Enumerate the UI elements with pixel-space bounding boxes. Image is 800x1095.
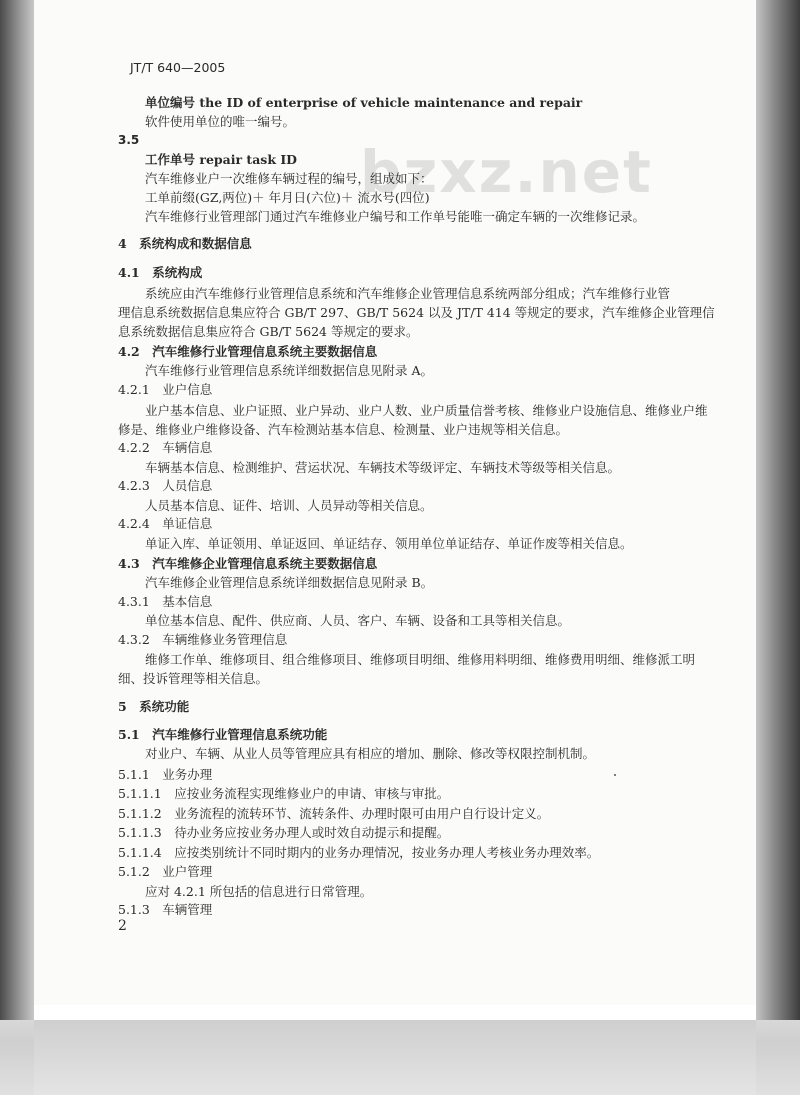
section-heading-4-2-3: 4.2.3 人员信息	[118, 478, 213, 493]
section-heading-5-1-1: 5.1.1 业务办理	[118, 767, 213, 782]
paragraph: 业户基本信息、业户证照、业户异动、业户人数、业户质量信誉考核、维修业户设施信息、维修业户维	[145, 403, 708, 418]
paragraph: 汽车维修行业管理信息系统详细数据信息见附录 A。	[145, 363, 434, 378]
section-heading-4-3-1: 4.3.1 基本信息	[118, 594, 213, 609]
paragraph: 汽车维修企业管理信息系统详细数据信息见附录 B。	[145, 575, 434, 590]
clause-5-1-1-2: 5.1.1.2 业务流程的流转环节、流转条件、办理时限可由用户自行设计定义。	[118, 806, 550, 821]
term-unit-id-desc: 软件使用单位的唯一编号。	[145, 114, 296, 129]
paragraph: 息系统数据信息集应符合 GB/T 5624 等规定的要求。	[118, 324, 419, 339]
paragraph: 汽车维修行业管理部门通过汽车维修业户编号和工作单号能唯一确定车辆的一次维修记录。	[145, 209, 646, 224]
scan-bottom-band-inner	[34, 1020, 756, 1095]
paragraph: 细、投诉管理等相关信息。	[118, 671, 269, 686]
paragraph: 对业户、车辆、从业人员等管理应具有相应的增加、删除、修改等权限控制机制。	[145, 746, 596, 761]
section-heading-4-2-4: 4.2.4 单证信息	[118, 516, 213, 531]
document-header: JT/T 640—2005	[130, 60, 226, 75]
paragraph: 工单前缀(GZ,两位)＋ 年月日(六位)＋ 流水号(四位)	[145, 190, 430, 205]
section-heading-4-2-2: 4.2.2 车辆信息	[118, 440, 213, 455]
paragraph: 修是、维修业户维修设备、汽车检测站基本信息、检测量、业户违规等相关信息。	[118, 422, 569, 437]
section-heading-4-3: 4.3 汽车维修企业管理信息系统主要数据信息	[118, 556, 378, 571]
section-heading-4-3-2: 4.3.2 车辆维修业务管理信息	[118, 632, 288, 647]
clause-5-1-1-4: 5.1.1.4 应按类别统计不同时期内的业务办理情况，按业务办理人考核业务办理效率。	[118, 845, 600, 860]
page-number: 2	[118, 918, 127, 934]
section-heading-4-2: 4.2 汽车维修行业管理信息系统主要数据信息	[118, 344, 378, 359]
paragraph: 车辆基本信息、检测维护、营运状况、车辆技术等级评定、车辆技术等级等相关信息。	[145, 460, 621, 475]
paragraph: 单证入库、单证领用、单证返回、单证结存、领用单位单证结存、单证作废等相关信息。	[145, 536, 633, 551]
section-number-3-5: 3.5	[118, 133, 140, 147]
section-heading-4-2-1: 4.2.1 业户信息	[118, 382, 213, 397]
paragraph: 理信息系统数据信息集应符合 GB/T 297、GB/T 5624 以及 JT/T 414 等规定的要求，汽车维修企业管理信	[118, 305, 715, 320]
paragraph: 系统应由汽车维修行业管理信息系统和汽车维修企业管理信息系统两部分组成；汽车维修行业管	[145, 286, 671, 301]
scan-right-edge	[756, 0, 800, 1095]
scan-speck	[614, 774, 616, 776]
watermark: bzxz.net	[360, 138, 653, 206]
section-heading-5-1: 5.1 汽车维修行业管理信息系统功能	[118, 727, 328, 742]
section-heading-5-1-2: 5.1.2 业户管理	[118, 864, 213, 879]
paragraph: 汽车维修业户一次维修车辆过程的编号，组成如下：	[145, 171, 433, 186]
clause-5-1-1-3: 5.1.1.3 待办业务应按业务办理人或时效自动提示和提醒。	[118, 825, 450, 840]
term-repair-task-id-title: 工作单号 repair task ID	[145, 152, 298, 167]
section-heading-5: 5 系统功能	[118, 699, 190, 714]
section-heading-4: 4 系统构成和数据信息	[118, 236, 252, 251]
paragraph: 人员基本信息、证件、培训、人员异动等相关信息。	[145, 498, 433, 513]
section-heading-5-1-3: 5.1.3 车辆管理	[118, 902, 213, 917]
term-unit-id-title: 单位编号 the ID of enterprise of vehicle maintenance and repair	[145, 95, 583, 110]
paragraph: 单位基本信息、配件、供应商、人员、客户、车辆、设备和工具等相关信息。	[145, 613, 571, 628]
section-heading-4-1: 4.1 系统构成	[118, 265, 203, 280]
scan-left-edge	[0, 0, 34, 1095]
paragraph: 维修工作单、维修项目、组合维修项目、维修项目明细、维修用料明细、维修费用明细、维修派工明	[145, 652, 696, 667]
paragraph: 应对 4.2.1 所包括的信息进行日常管理。	[145, 884, 373, 899]
clause-5-1-1-1: 5.1.1.1 应按业务流程实现维修业户的申请、审核与审批。	[118, 786, 450, 801]
